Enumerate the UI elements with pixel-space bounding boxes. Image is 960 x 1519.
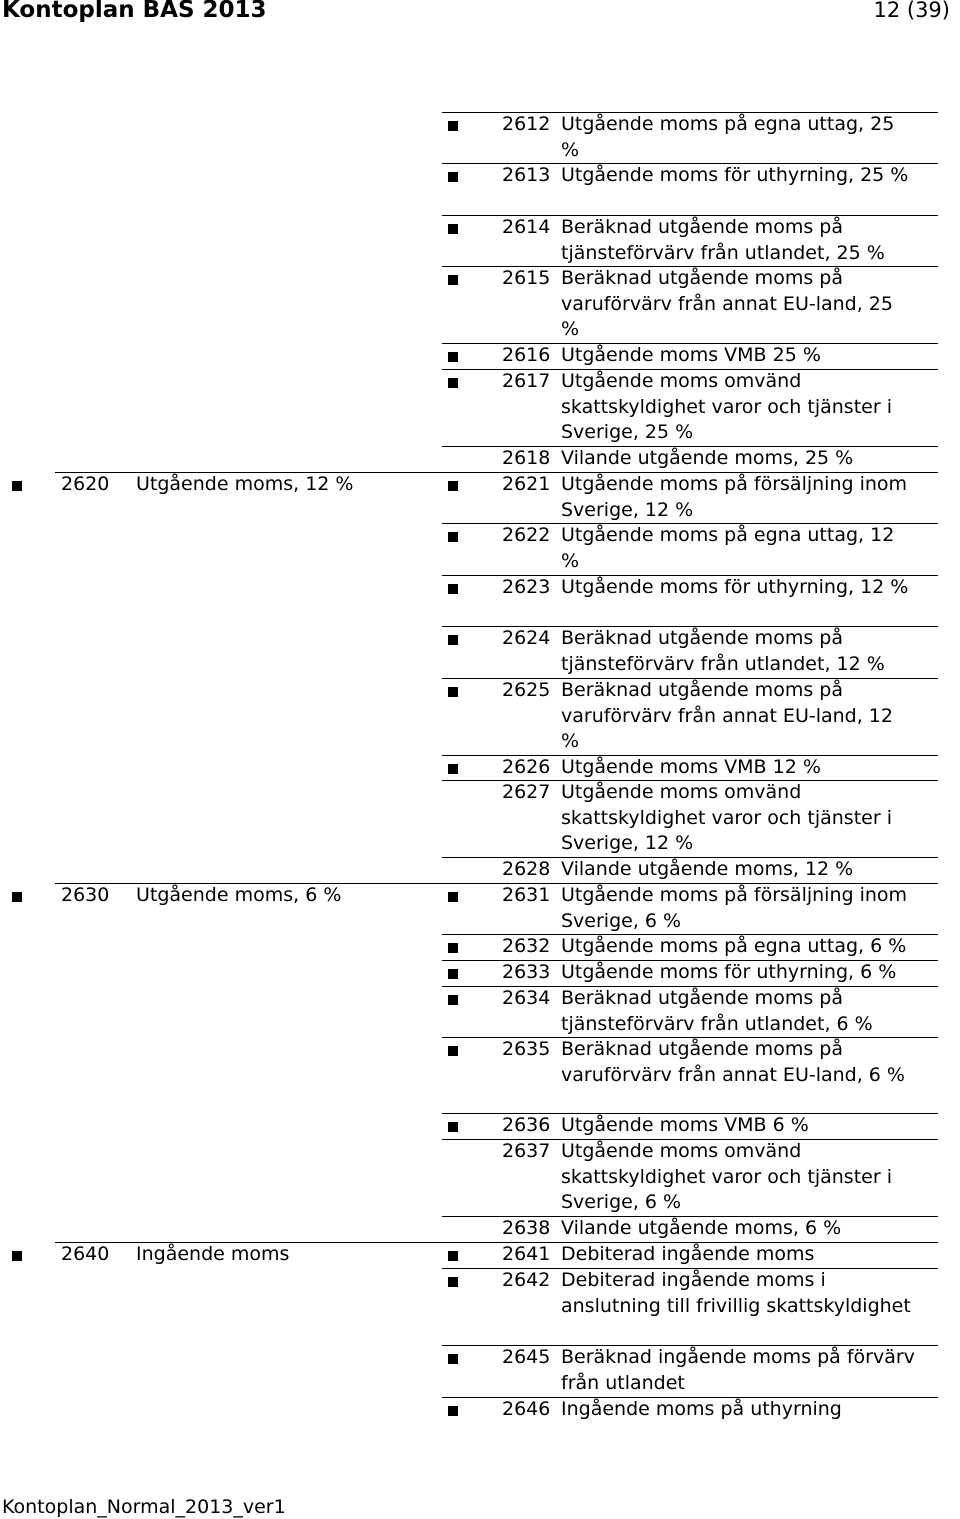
bullet-icon xyxy=(448,969,458,979)
group-account-name: Utgående moms, 6 % xyxy=(136,884,342,906)
account-code: 2618 xyxy=(502,447,551,469)
page-number: 12 (39) xyxy=(873,0,950,22)
account-description-line: Beräknad utgående moms på xyxy=(561,627,843,649)
account-description-line: Utgående moms för uthyrning, 12 % xyxy=(561,576,909,598)
account-description-line: Utgående moms omvänd xyxy=(561,370,802,392)
account-code: 2621 xyxy=(502,473,551,495)
account-description xyxy=(561,472,936,523)
bullet-icon xyxy=(448,1354,458,1364)
account-code: 2624 xyxy=(502,627,551,649)
bullet-icon xyxy=(448,1406,458,1416)
account-description-line: Debiterad ingående moms i xyxy=(561,1269,826,1291)
account-description xyxy=(561,1397,936,1423)
account-description xyxy=(561,934,936,960)
account-description-line: anslutning till frivillig skattskyldighet xyxy=(561,1294,911,1317)
bullet-icon xyxy=(12,1251,22,1261)
account-code: 2617 xyxy=(502,370,551,392)
account-description-line: skattskyldighet varor och tjänster i xyxy=(561,806,892,829)
footer-text: Kontoplan_Normal_2013_ver1 xyxy=(2,1496,286,1518)
account-code: 2636 xyxy=(502,1114,551,1136)
group-account-name: Utgående moms, 12 % xyxy=(136,473,354,495)
bullet-icon xyxy=(12,892,22,902)
account-description-line: Beräknad ingående moms på förvärv xyxy=(561,1346,915,1368)
bullet-icon xyxy=(448,224,458,234)
account-description-line: Utgående moms på egna uttag, 6 % xyxy=(561,935,907,957)
account-description-line: varuförvärv från annat EU-land, 25 xyxy=(561,292,893,315)
group-account-code: 2620 xyxy=(61,473,110,495)
group-account-code: 2640 xyxy=(61,1243,110,1265)
account-description xyxy=(561,1242,936,1268)
account-code: 2645 xyxy=(502,1346,551,1368)
account-description-line: Utgående moms på försäljning inom xyxy=(561,473,908,495)
bullet-icon xyxy=(448,635,458,645)
account-description xyxy=(561,857,936,883)
account-code: 2612 xyxy=(502,113,551,135)
account-code: 2637 xyxy=(502,1140,551,1162)
account-description xyxy=(561,1139,936,1216)
account-description-line: Utgående moms VMB 25 % xyxy=(561,344,821,366)
account-description-line: skattskyldighet varor och tjänster i xyxy=(561,395,892,418)
account-description-line: Sverige, 6 % xyxy=(561,909,682,932)
account-description xyxy=(561,1113,936,1139)
account-description-line: % xyxy=(561,549,580,572)
account-description-line: Beräknad utgående moms på xyxy=(561,216,843,238)
account-description xyxy=(561,343,936,369)
account-description-line: % xyxy=(561,318,580,341)
document-title: Kontoplan BAS 2013 xyxy=(2,0,267,23)
account-description-line: Beräknad utgående moms på xyxy=(561,987,843,1009)
account-description xyxy=(561,575,936,601)
account-code: 2622 xyxy=(502,524,551,546)
account-description xyxy=(561,1345,936,1396)
bullet-icon xyxy=(448,943,458,953)
group-account-code: 2630 xyxy=(61,884,110,906)
account-description-line: Vilande utgående moms, 12 % xyxy=(561,858,854,880)
account-description-line: Utgående moms på egna uttag, 12 xyxy=(561,524,895,546)
account-description-line: Utgående moms på försäljning inom xyxy=(561,884,908,906)
bullet-icon xyxy=(448,352,458,362)
group-account-name: Ingående moms xyxy=(136,1243,290,1265)
account-code: 2642 xyxy=(502,1269,551,1291)
account-description-line: varuförvärv från annat EU-land, 6 % xyxy=(561,1063,905,1086)
account-description xyxy=(561,986,936,1037)
account-description-line: % xyxy=(561,138,580,161)
bullet-icon xyxy=(448,275,458,285)
account-description xyxy=(561,523,936,574)
account-description-line: varuförvärv från annat EU-land, 12 xyxy=(561,704,893,727)
account-description xyxy=(561,626,936,677)
account-description-line: Vilande utgående moms, 6 % xyxy=(561,1217,842,1239)
account-code: 2641 xyxy=(502,1243,551,1265)
account-description-line: Sverige, 12 % xyxy=(561,832,694,855)
bullet-icon xyxy=(448,1122,458,1132)
account-code: 2638 xyxy=(502,1217,551,1239)
account-description-line: Utgående moms VMB 6 % xyxy=(561,1114,809,1136)
account-description xyxy=(561,780,936,857)
account-description-line: Sverige, 25 % xyxy=(561,421,694,444)
account-description-line: Sverige, 6 % xyxy=(561,1191,682,1214)
account-description xyxy=(561,755,936,781)
account-description-line: Beräknad utgående moms på xyxy=(561,679,843,701)
bullet-icon xyxy=(448,995,458,1005)
account-description-line: Sverige, 12 % xyxy=(561,498,694,521)
account-description-line: Utgående moms för uthyrning, 25 % xyxy=(561,164,909,186)
account-code: 2627 xyxy=(502,781,551,803)
account-code: 2615 xyxy=(502,267,551,289)
account-description xyxy=(561,960,936,986)
account-description-line: Utgående moms på egna uttag, 25 xyxy=(561,113,895,135)
account-code: 2625 xyxy=(502,679,551,701)
account-description xyxy=(561,266,936,343)
account-code: 2623 xyxy=(502,576,551,598)
account-code: 2646 xyxy=(502,1398,551,1420)
bullet-icon xyxy=(448,378,458,388)
account-code: 2628 xyxy=(502,858,551,880)
bullet-icon xyxy=(448,764,458,774)
account-code: 2631 xyxy=(502,884,551,906)
bullet-icon xyxy=(448,1251,458,1261)
bullet-icon xyxy=(448,481,458,491)
account-description xyxy=(561,215,936,266)
account-description-line: skattskyldighet varor och tjänster i xyxy=(561,1165,892,1188)
account-description-line: Utgående moms omvänd xyxy=(561,1140,802,1162)
account-code: 2635 xyxy=(502,1038,551,1060)
bullet-icon xyxy=(448,121,458,131)
account-description-line: Beräknad utgående moms på xyxy=(561,1038,843,1060)
bullet-icon xyxy=(448,532,458,542)
account-description xyxy=(561,1268,936,1319)
account-code: 2633 xyxy=(502,961,551,983)
account-code: 2614 xyxy=(502,216,551,238)
account-description xyxy=(561,112,936,163)
account-code: 2616 xyxy=(502,344,551,366)
account-description-line: Vilande utgående moms, 25 % xyxy=(561,447,854,469)
account-description xyxy=(561,1037,936,1088)
account-description-line: Ingående moms på uthyrning xyxy=(561,1398,842,1420)
account-description-line: % xyxy=(561,730,580,753)
account-description-line: tjänsteförvärv från utlandet, 25 % xyxy=(561,241,885,264)
account-description-line: tjänsteförvärv från utlandet, 12 % xyxy=(561,652,885,675)
account-description-line: Utgående moms för uthyrning, 6 % xyxy=(561,961,897,983)
account-description-line: från utlandet xyxy=(561,1371,685,1394)
account-description-line: Utgående moms VMB 12 % xyxy=(561,756,821,778)
bullet-icon xyxy=(448,1277,458,1287)
account-description-line: Debiterad ingående moms xyxy=(561,1243,815,1265)
bullet-icon xyxy=(448,892,458,902)
account-description-line: Utgående moms omvänd xyxy=(561,781,802,803)
bullet-icon xyxy=(448,1046,458,1056)
bullet-icon xyxy=(448,687,458,697)
account-code: 2613 xyxy=(502,164,551,186)
account-description xyxy=(561,446,936,472)
bullet-icon xyxy=(448,172,458,182)
account-description-line: tjänsteförvärv från utlandet, 6 % xyxy=(561,1012,873,1035)
bullet-icon xyxy=(448,584,458,594)
account-description-line: Beräknad utgående moms på xyxy=(561,267,843,289)
account-description xyxy=(561,1216,936,1242)
account-description xyxy=(561,678,936,755)
account-description xyxy=(561,369,936,446)
account-code: 2634 xyxy=(502,987,551,1009)
account-code: 2632 xyxy=(502,935,551,957)
account-description xyxy=(561,883,936,934)
bullet-icon xyxy=(12,481,22,491)
account-code: 2626 xyxy=(502,756,551,778)
account-description xyxy=(561,163,936,189)
